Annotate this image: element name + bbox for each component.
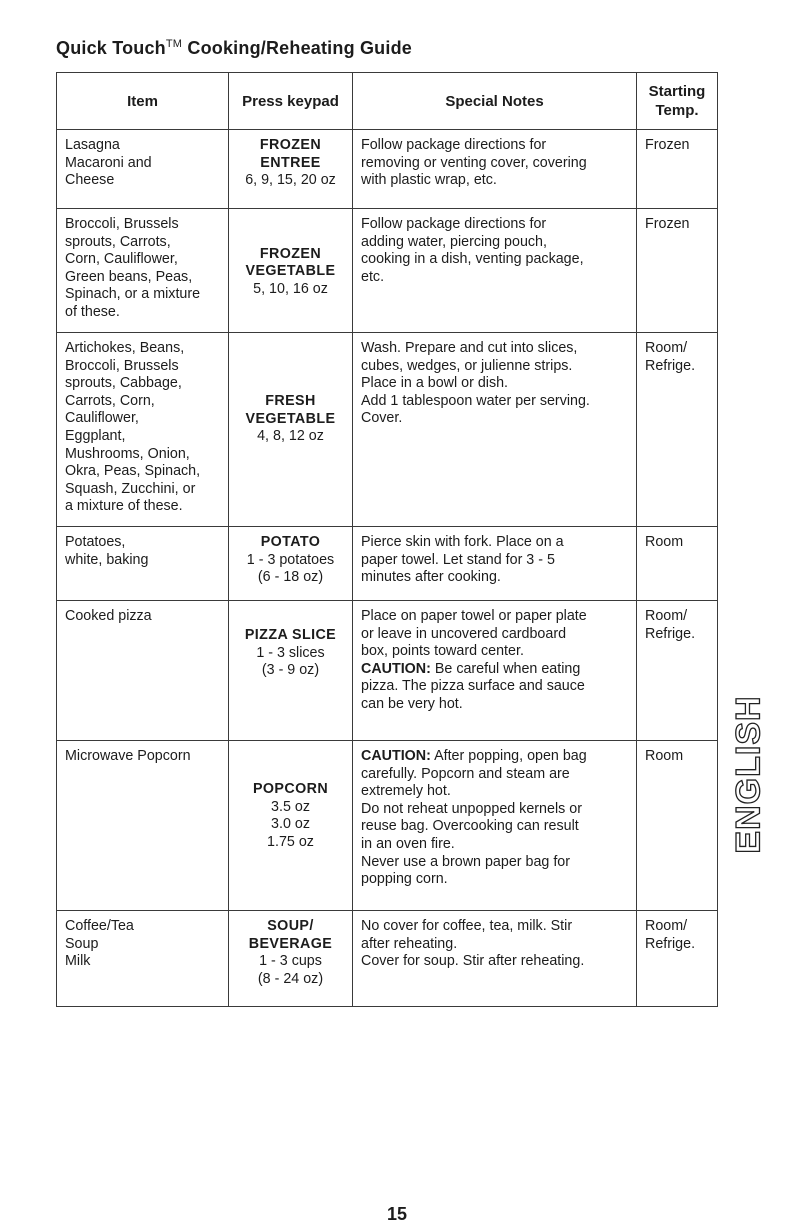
keypad-name: ENTREE: [260, 154, 321, 171]
table-row: [57, 741, 718, 911]
column-header-special-notes: Special Notes: [353, 73, 637, 130]
cooking-guide-table: [56, 72, 718, 1007]
keypad-name: SOUP/: [267, 918, 314, 934]
keypad-cell: POPCORN 3.5 oz 3.0 oz 1.75 oz: [229, 741, 353, 911]
keypad-cell: FRESH VEGETABLE 4, 8, 12 oz: [229, 333, 353, 527]
table-row: [57, 527, 718, 601]
item-cell: Artichokes, Beans, Broccoli, Brussels sprouts, Cabbage, Carrots, Corn, Cauliflower, Eggplant, Mushrooms, Onion, Okra, Peas, Spinach, Squash, Zucchini, or a mixture of these.: [57, 333, 229, 527]
keypad-name: VEGETABLE: [245, 263, 336, 280]
column-header-item: Item: [57, 73, 229, 130]
keypad-name: POTATO: [260, 534, 321, 550]
table-row: [57, 601, 718, 741]
table-row: [57, 911, 718, 1007]
temp-cell: Frozen: [637, 130, 718, 209]
keypad-name: FROZEN: [259, 137, 322, 153]
item-cell: Potatoes, white, baking: [57, 527, 229, 601]
keypad-cell: POTATO 1 - 3 potatoes (6 - 18 oz): [229, 527, 353, 601]
notes-cell: No cover for coffee, tea, milk. Stir after reheating. Cover for soup. Stir after reheating.: [353, 911, 637, 1007]
item-cell: Broccoli, Brussels sprouts, Carrots, Corn, Cauliflower, Green beans, Peas, Spinach, or a mixture of these.: [57, 209, 229, 333]
keypad-cell: PIZZA SLICE 1 - 3 slices (3 - 9 oz): [229, 601, 353, 741]
keypad-name: POPCORN: [252, 781, 329, 797]
item-cell: Cooked pizza: [57, 601, 229, 741]
notes-cell: Pierce skin with fork. Place on a paper towel. Let stand for 3 - 5 minutes after cooking.: [353, 527, 637, 601]
keypad-name: FROZEN: [259, 245, 322, 262]
temp-cell: Room/ Refrige.: [637, 911, 718, 1007]
language-side-tab: ENGLISH: [729, 694, 768, 854]
keypad-name: BEVERAGE: [248, 935, 333, 952]
table-row: [57, 333, 718, 527]
column-header-starting-temp: Starting Temp.: [637, 73, 718, 130]
caution-label: CAUTION:: [361, 748, 431, 764]
keypad-name: FRESH: [265, 393, 316, 409]
keypad-name: VEGETABLE: [245, 410, 336, 427]
notes-cell: CAUTION: After popping, open bag carefully. Popcorn and steam are extremely hot. Do not reheat unpopped kernels or reuse bag. Overcooking can result in an oven fire. Never use a brown paper bag for popping corn.: [353, 741, 637, 911]
notes-cell: Follow package directions for adding water, piercing pouch, cooking in a dish, venting package, etc.: [353, 209, 637, 333]
keypad-name: PIZZA SLICE: [244, 627, 337, 643]
page-number: 15: [386, 1204, 408, 1224]
keypad-cell: FROZEN ENTREE 6, 9, 15, 20 oz: [229, 130, 353, 209]
keypad-cell: FROZEN VEGETABLE 5, 10, 16 oz: [229, 209, 353, 333]
column-header-press-keypad: Press keypad: [229, 73, 353, 130]
notes-cell: Follow package directions for removing or venting cover, covering with plastic wrap, etc.: [353, 130, 637, 209]
temp-cell: Room: [637, 741, 718, 911]
item-cell: Lasagna Macaroni and Cheese: [57, 130, 229, 209]
item-cell: Coffee/Tea Soup Milk: [57, 911, 229, 1007]
temp-cell: Frozen: [637, 209, 718, 333]
table-row: [57, 130, 718, 209]
temp-cell: Room/ Refrige.: [637, 333, 718, 527]
temp-cell: Room: [637, 527, 718, 601]
notes-cell: Wash. Prepare and cut into slices, cubes, wedges, or julienne strips. Place in a bowl or dish. Add 1 tablespoon water per serving. Cover.: [353, 333, 637, 527]
table-row: [57, 209, 718, 333]
page-title: Quick Touch™ Cooking/Reheating Guide: [56, 38, 412, 58]
notes-cell: Place on paper towel or paper plate or leave in uncovered cardboard box, points toward center. CAUTION: Be careful when eating pizza. The pizza surface and sauce can be very hot.: [353, 601, 637, 741]
item-cell: Microwave Popcorn: [57, 741, 229, 911]
table-header-row: [57, 73, 718, 130]
caution-label: CAUTION:: [361, 660, 431, 677]
keypad-cell: SOUP/ BEVERAGE 1 - 3 cups (8 - 24 oz): [229, 911, 353, 1007]
temp-cell: Room/ Refrige.: [637, 601, 718, 741]
